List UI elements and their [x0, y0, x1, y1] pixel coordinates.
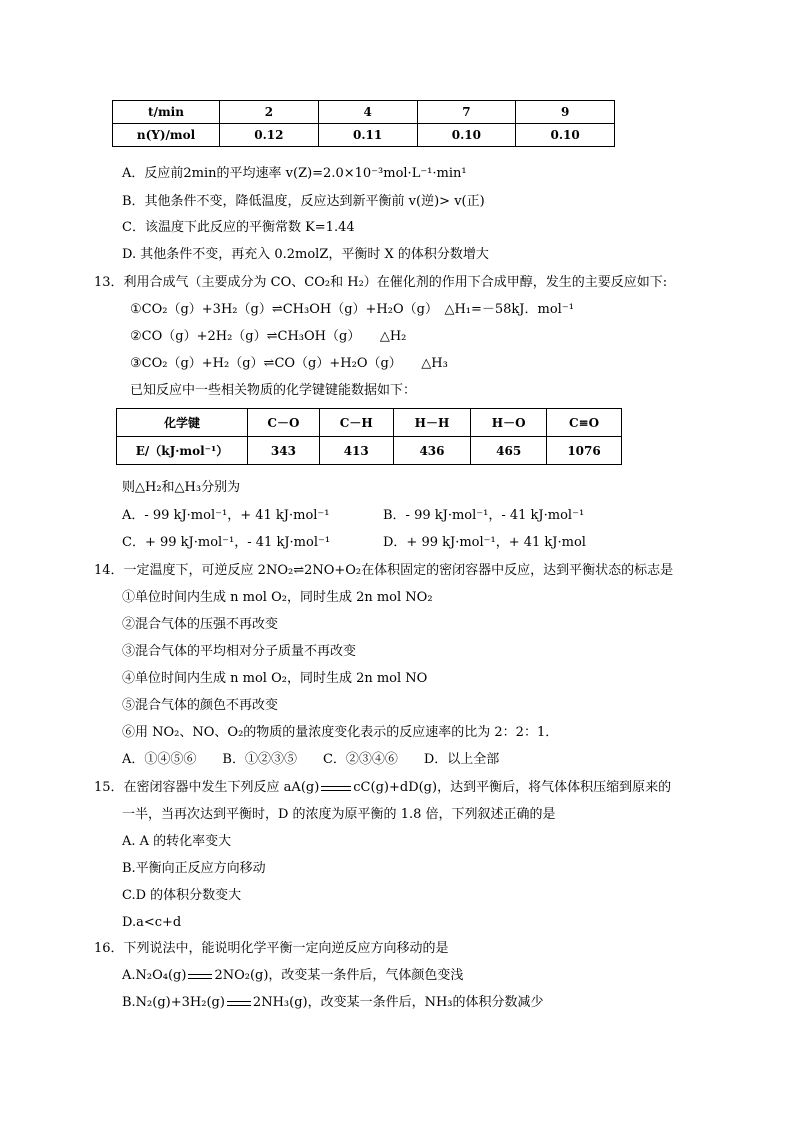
- q12-option-d: D. 其他条件不变，再充入 0.2molZ，平衡时 X 的体积分数增大: [122, 247, 489, 262]
- table-header-cell: H－H: [393, 409, 471, 437]
- q15-option-b: B.平衡向正反应方向移动: [122, 861, 266, 876]
- q15-stem-part-a: 15．在密闭容器中发生下列反应 aA(g): [94, 780, 320, 795]
- table-cell: n(Y)/mol: [113, 124, 220, 147]
- q14-statement-5: ⑤混合气体的颜色不再改变: [122, 698, 279, 713]
- q16-option-b-part-a: B.N₂(g)+3H₂(g): [122, 995, 225, 1010]
- table-header-cell: 2: [220, 101, 319, 124]
- table-cell: 0.12: [220, 124, 319, 147]
- q15-stem-part-b: cC(g)+dD(g)，达到平衡后，将气体体积压缩到原来的: [353, 780, 672, 795]
- q13-option-a: A．- 99 kJ·mol⁻¹，+ 41 kJ·mol⁻¹: [122, 508, 330, 523]
- q16-option-a-part-a: A.N₂O₄(g): [122, 968, 187, 983]
- table-header-cell: 9: [516, 101, 615, 124]
- equilibrium-arrow-icon: [225, 997, 253, 1009]
- table-header-cell: C－O: [248, 409, 320, 437]
- q13-reaction-1: ①CO₂（g）+3H₂（g）⇌CH₃OH（g）+H₂O（g） △H₁=－58kJ．mol⁻¹: [130, 302, 574, 317]
- q15-stem-line-2: 一半，当再次达到平衡时，D 的浓度为原平衡的 1.8 倍，下列叙述正确的是: [122, 807, 556, 822]
- q14-options: A．①④⑤⑥ B．①②③⑤ C．②③④⑥ D．以上全部: [122, 752, 500, 767]
- table-header-cell: C－H: [319, 409, 393, 437]
- q16-option-b-part-b: 2NH₃(g)，改变某一条件后，NH₃的体积分数减少: [252, 995, 544, 1010]
- q12-option-c: C．该温度下此反应的平衡常数 K=1.44: [122, 220, 355, 235]
- q14-statement-6: ⑥用 NO₂、NO、O₂的物质的量浓度变化表示的反应速率的比为 2：2：1．: [122, 725, 559, 740]
- table-cell: 343: [248, 437, 320, 465]
- table-row: [113, 124, 615, 147]
- table-row: [117, 409, 622, 437]
- table-header-cell: 化学键: [117, 409, 248, 437]
- q14-statement-1: ①单位时间内生成 n mol O₂，同时生成 2n mol NO₂: [122, 590, 433, 605]
- table-row: [117, 437, 622, 465]
- q16-option-a: [122, 968, 463, 984]
- q14-stem: 14．一定温度下，可逆反应 2NO₂⇌2NO+O₂在体积固定的密闭容器中反应，达到平衡状态的标志是: [94, 563, 674, 578]
- q13-reaction-3: ③CO₂（g）+H₂（g）⇌CO（g）+H₂O（g） △H₃: [130, 356, 448, 371]
- equilibrium-arrow-icon: [186, 970, 214, 982]
- q14-statement-4: ④单位时间内生成 n mol O₂，同时生成 2n mol NO: [122, 671, 428, 686]
- q15-option-d: D.a<c+d: [122, 915, 182, 930]
- table-header-cell: 7: [417, 101, 516, 124]
- table-cell: 0.10: [516, 124, 615, 147]
- table-header-cell: 4: [318, 101, 417, 124]
- table-cell: E/（kJ·mol⁻¹）: [117, 437, 248, 465]
- bond-energy-table: [116, 408, 622, 465]
- q16-option-a-part-b: 2NO₂(g)，改变某一条件后，气体颜色变浅: [214, 968, 464, 983]
- q16-option-b: [122, 995, 544, 1011]
- q15-stem-line-1: [94, 780, 671, 796]
- q15-option-a: A. A 的转化率变大: [122, 834, 232, 849]
- table-cell: 0.11: [318, 124, 417, 147]
- q13-option-b: B．- 99 kJ·mol⁻¹，- 41 kJ·mol⁻¹: [383, 508, 585, 523]
- q13-option-c: C．+ 99 kJ·mol⁻¹，- 41 kJ·mol⁻¹: [122, 535, 331, 550]
- q12-option-b: B．其他条件不变，降低温度，反应达到新平衡前 v(逆)> v(正): [122, 194, 485, 209]
- q14-statement-3: ③混合气体的平均相对分子质量不再改变: [122, 644, 357, 659]
- q16-stem: 16．下列说法中，能说明化学平衡一定向逆反应方向移动的是: [94, 941, 449, 956]
- time-mol-table: [112, 100, 615, 147]
- table-cell: 1076: [547, 437, 622, 465]
- q13-reaction-2: ②CO（g）+2H₂（g）⇌CH₃OH（g） △H₂: [130, 329, 407, 344]
- q12-option-a: A．反应前2min的平均速率 v(Z)=2.0×10⁻³mol·L⁻¹·min¹: [122, 166, 467, 181]
- table-header-cell: C≡O: [547, 409, 622, 437]
- q13-stem: 13．利用合成气（主要成分为 CO、CO₂和 H₂）在催化剂的作用下合成甲醇，发生的主要反应如下:: [94, 275, 668, 290]
- q14-statement-2: ②混合气体的压强不再改变: [122, 617, 279, 632]
- table-header-cell: t/min: [113, 101, 220, 124]
- q13-known-text: 已知反应中一些相关物质的化学键键能数据如下：: [130, 383, 417, 398]
- table-row: [113, 101, 615, 124]
- table-cell: 413: [319, 437, 393, 465]
- table-cell: 0.10: [417, 124, 516, 147]
- table-cell: 436: [393, 437, 471, 465]
- table-cell: 465: [471, 437, 547, 465]
- table-header-cell: H－O: [471, 409, 547, 437]
- q15-option-c: C.D 的体积分数变大: [122, 888, 242, 903]
- q13-option-d: D．+ 99 kJ·mol⁻¹，+ 41 kJ·mol: [383, 535, 586, 550]
- q13-ask: 则△H₂和△H₃分别为: [122, 480, 241, 495]
- equilibrium-arrow-icon: [319, 782, 353, 794]
